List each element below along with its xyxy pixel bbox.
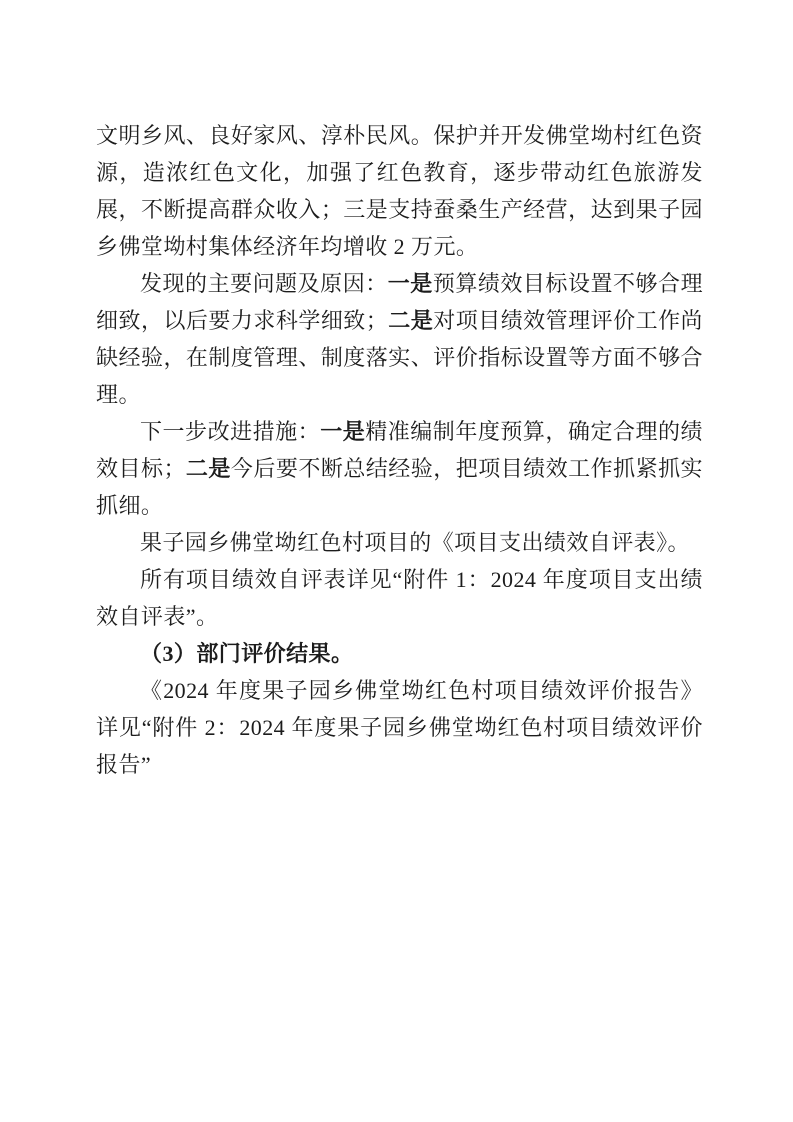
list-marker-one: 一是 [320, 419, 366, 444]
paragraph-continuation [96, 117, 703, 265]
paragraph-improvement-measures [96, 413, 703, 524]
paragraph-self-evaluation-table [96, 524, 703, 561]
paragraph-text: 今后要不断总结经验，把项目绩效工作抓紧抓实抓细。 [96, 456, 703, 518]
paragraph-text: 文明乡风、良好家风、淳朴民风。保护并开发佛堂坳村红色资源，造浓红色文化，加强了红色教育，逐步带动红色旅游发展，不断提高群众收入；三是支持蚕桑生产经营，达到果子园乡佛堂坳村集体经济年均增收 2 万元。 [96, 123, 703, 259]
heading-text: （3）部门评价结果。 [140, 641, 354, 666]
paragraph-text: 预算绩效目标设置不够合理细致，以后要力求科学细致； [96, 271, 704, 333]
paragraph-text: 果子园乡佛堂坳红色村项目的《项目支出绩效自评表》。 [140, 530, 691, 555]
paragraph-attachment-1-reference [96, 561, 703, 635]
list-marker-two: 二是 [185, 456, 231, 481]
paragraph-text: 对项目绩效管理评价工作尚缺经验，在制度管理、制度落实、评价指标设置等方面不够合理。 [96, 308, 703, 407]
paragraph-text: 下一步改进措施： [140, 419, 321, 444]
paragraph-text: 发现的主要问题及原因： [140, 271, 388, 296]
heading-department-evaluation-result [96, 635, 703, 672]
paragraph-attachment-2-reference [96, 672, 703, 783]
paragraph-text: 精准编制年度预算，确定合理的绩效目标； [96, 419, 703, 481]
paragraph-text: 《2024 年度果子园乡佛堂坳红色村项目绩效评价报告》详见“附件 2：2024 年度果子园乡佛堂坳红色村项目绩效评价报告” [96, 678, 703, 777]
list-marker-two: 二是 [388, 308, 434, 333]
list-marker-one: 一是 [387, 271, 433, 296]
paragraph-problems-and-causes [96, 265, 703, 413]
paragraph-text: 所有项目绩效自评表详见“附件 1：2024 年度项目支出绩效自评表”。 [96, 567, 703, 629]
